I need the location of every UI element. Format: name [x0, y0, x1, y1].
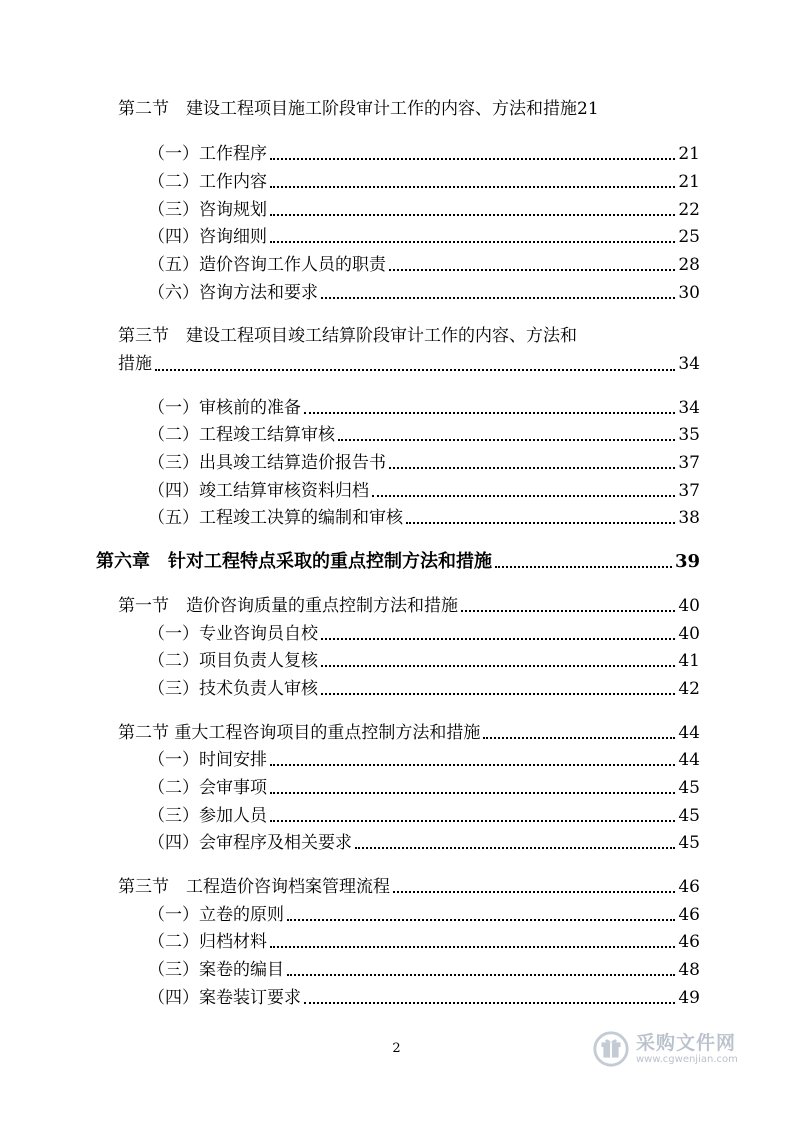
- footer-page-number: 2: [392, 1041, 401, 1056]
- toc-page-number: 45: [678, 778, 700, 798]
- toc-item[interactable]: [148, 749, 700, 771]
- toc-chapter-6[interactable]: [96, 551, 700, 573]
- toc-item[interactable]: [148, 678, 700, 700]
- toc-page-number: 41: [678, 651, 700, 671]
- toc-item[interactable]: [148, 777, 700, 799]
- watermark-text: [636, 1032, 738, 1066]
- toc-entry-label: （一）时间安排: [148, 750, 267, 770]
- toc-entry-label: 第二节 重大工程咨询项目的重点控制方法和措施: [118, 723, 481, 743]
- dot-leader: [270, 158, 675, 160]
- watermark-title: 采购文件网: [636, 1032, 737, 1054]
- toc-entry-label: （五）造价咨询工作人员的职责: [148, 255, 386, 275]
- toc-page-number: 44: [678, 723, 700, 743]
- toc-section-settlement-audit[interactable]: [118, 322, 700, 378]
- gift-seal-icon: [592, 1030, 630, 1068]
- toc-page-number: 22: [678, 200, 700, 220]
- toc-item[interactable]: [148, 931, 700, 953]
- toc-page-number: 42: [678, 679, 700, 699]
- dot-leader: [338, 439, 675, 441]
- dot-leader: [321, 638, 675, 640]
- dot-leader: [372, 495, 675, 497]
- toc-page-number: 37: [678, 453, 700, 473]
- toc-page-number: 28: [678, 255, 700, 275]
- dot-leader: [155, 369, 675, 371]
- dot-leader: [389, 467, 675, 469]
- toc-page-number: 48: [678, 960, 700, 980]
- toc-page-number: 35: [678, 425, 700, 445]
- toc-entry-label: （二）工程竣工结算审核: [148, 425, 335, 445]
- toc-page-number: 40: [678, 624, 700, 644]
- toc-entry-label: （二）会审事项: [148, 778, 267, 798]
- toc-section[interactable]: [118, 876, 700, 898]
- dot-leader: [393, 891, 675, 893]
- toc-item[interactable]: [148, 424, 700, 446]
- dot-leader: [461, 610, 675, 612]
- toc-entry-label: （三）技术负责人审核: [148, 679, 318, 699]
- dot-leader: [270, 820, 675, 822]
- toc-entry-label: （一）审核前的准备: [148, 398, 301, 418]
- toc-entry-label: （四）竣工结算审核资料归档: [148, 481, 369, 501]
- toc-page-number: 25: [678, 227, 700, 247]
- toc-item[interactable]: [148, 452, 700, 474]
- toc-page-number: 46: [678, 932, 700, 952]
- toc-entry-label-line1: 第三节 建设工程项目竣工结算阶段审计工作的内容、方法和: [118, 326, 577, 346]
- dot-leader: [270, 764, 675, 766]
- toc-item[interactable]: [148, 832, 700, 854]
- toc-page-number: 39: [674, 551, 700, 572]
- toc-entry-label: （四）案卷装订要求: [148, 988, 301, 1008]
- toc-entry-label: （一）工作程序: [148, 144, 267, 164]
- toc-entry-label: （二）工作内容: [148, 172, 267, 192]
- toc-page-number: 30: [678, 283, 700, 303]
- dot-leader: [355, 847, 675, 849]
- toc-page-number: 34: [678, 354, 700, 374]
- dot-leader: [495, 566, 672, 568]
- dot-leader: [270, 946, 675, 948]
- toc-page-number: 46: [678, 905, 700, 925]
- toc-entry-line2: [118, 350, 700, 378]
- dot-leader: [389, 269, 675, 271]
- dot-leader: [321, 693, 675, 695]
- toc-item[interactable]: [148, 507, 700, 529]
- toc-entry-label: 第三节 工程造价咨询档案管理流程: [118, 877, 390, 897]
- watermark: [592, 1025, 752, 1073]
- toc-item[interactable]: [148, 397, 700, 419]
- toc-page-number: 44: [678, 750, 700, 770]
- toc-entry-label: （三）咨询规划: [148, 200, 267, 220]
- toc-section[interactable]: [118, 722, 700, 744]
- toc-item[interactable]: [148, 226, 700, 248]
- toc-entry-label-line2: 措施: [118, 354, 152, 374]
- toc-section-construction-audit[interactable]: [118, 98, 700, 120]
- toc-page-number: 21: [678, 172, 700, 192]
- toc-page-number: 45: [678, 806, 700, 826]
- toc-item[interactable]: [148, 959, 700, 981]
- toc-item[interactable]: [148, 171, 700, 193]
- dot-leader: [287, 974, 675, 976]
- toc-item[interactable]: [148, 143, 700, 165]
- toc-page-number: 21: [678, 144, 700, 164]
- toc-entry-label: 第一节 造价咨询质量的重点控制方法和措施: [118, 596, 458, 616]
- toc-page-number: 21: [577, 99, 599, 119]
- dot-leader: [304, 1002, 675, 1004]
- toc-page-number: 45: [678, 833, 700, 853]
- toc-entry-label: （一）专业咨询员自校: [148, 624, 318, 644]
- toc-page-number: 40: [678, 596, 700, 616]
- toc-page-number: 37: [678, 481, 700, 501]
- toc-item[interactable]: [148, 282, 700, 304]
- toc-entry-label: （三）案卷的编目: [148, 960, 284, 980]
- toc-item[interactable]: [148, 987, 700, 1009]
- toc-item[interactable]: [148, 904, 700, 926]
- toc-entry-label: （二）归档材料: [148, 932, 267, 952]
- toc-item[interactable]: [148, 480, 700, 502]
- toc-item[interactable]: [148, 199, 700, 221]
- dot-leader: [406, 522, 675, 524]
- dot-leader: [270, 214, 675, 216]
- dot-leader: [304, 412, 675, 414]
- dot-leader: [321, 665, 675, 667]
- toc-entry-label: （三）出具竣工结算造价报告书: [148, 453, 386, 473]
- toc-page-number: 38: [678, 508, 700, 528]
- toc-entry-label: 第二节 建设工程项目施工阶段审计工作的内容、方法和措施: [118, 99, 577, 119]
- toc-item[interactable]: [148, 650, 700, 672]
- toc-entry-label: （六）咨询方法和要求: [148, 283, 318, 303]
- toc-entry-label: （四）会审程序及相关要求: [148, 833, 352, 853]
- dot-leader: [483, 737, 675, 739]
- dot-leader: [270, 186, 675, 188]
- toc-page-number: 34: [678, 398, 700, 418]
- toc-entry-label: （二）项目负责人复核: [148, 651, 318, 671]
- dot-leader: [287, 919, 675, 921]
- watermark-url: www.cgwenjian.com: [636, 1054, 738, 1065]
- dot-leader: [270, 241, 675, 243]
- toc-entry-label: 第六章 针对工程特点采取的重点控制方法和措施: [96, 551, 492, 572]
- toc-entry-label: （五）工程竣工决算的编制和审核: [148, 508, 403, 528]
- toc-section[interactable]: [118, 595, 700, 617]
- toc-entry-label: （三）参加人员: [148, 806, 267, 826]
- toc-page-number: 49: [678, 988, 700, 1008]
- toc-entry-label: （四）咨询细则: [148, 227, 267, 247]
- toc-item[interactable]: [148, 805, 700, 827]
- toc-page-number: 46: [678, 877, 700, 897]
- dot-leader: [270, 792, 675, 794]
- toc-entry-label: （一）立卷的原则: [148, 905, 284, 925]
- toc-item[interactable]: [148, 623, 700, 645]
- toc-item[interactable]: [148, 254, 700, 276]
- dot-leader: [321, 297, 675, 299]
